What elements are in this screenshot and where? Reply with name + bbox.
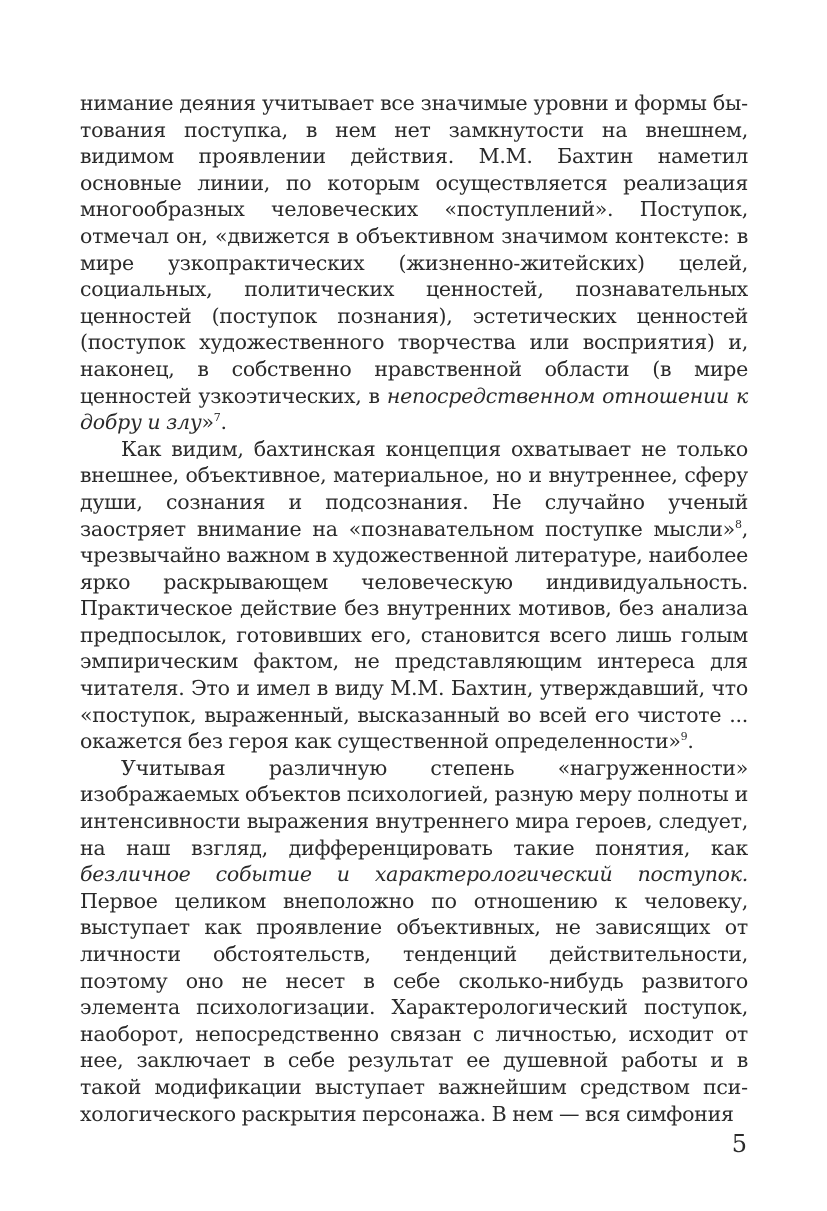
text-run: нимание деяния учитывает все значимые уровни и формы бытования поступка, в нем нет замкнутости на внешнем, видимом проявлении действия. М.М. Бахтин наметил основные линии, по которым осуществляется реализация многообразных человеческих «поступлений». Поступок, отмечал он, «движется в объективном значимом контексте: в мире узкопрактических (жизненно-житейских) целей, социальных, политических ценностей, познавательных ценностей (поступок познания), эстетических ценностей (поступок художественного творчества или восприятия) и, наконец, в собственно нравственной области (в мире ценностей узкоэтических, в bbox=[80, 91, 748, 408]
paragraph-1 bbox=[80, 90, 748, 436]
text-run: Как видим, бахтинская концепция охватывает не только внешнее, объективное, материальное, но и внутреннее, сферу души, сознания и подсознания. Не случайно ученый заостряет внимание на «познавательном поступке мысли» bbox=[80, 436, 748, 541]
footnote-ref[interactable]: 8 bbox=[734, 517, 742, 531]
paragraph-2 bbox=[80, 436, 748, 755]
text-run: » bbox=[201, 410, 214, 435]
paragraph-3 bbox=[80, 755, 748, 1127]
text-run: Учитывая различную степень «нагруженности» изображаемых объектов психологией, разную меру полноты и интенсивности выражения внутреннего мира героев, следует, на наш взгляд, дифференцировать такие понятия, как bbox=[80, 755, 748, 860]
text-run: , чрезвычайно важном в художественной литературе, наиболее ярко раскрывающем человеческую индивидуальность. Практическое действие без внутренних мотивов, без анализа предпосылок, готовивших его, становится всего лишь голым эмпирическим фактом, не представляющим интереса для читателя. Это и имел в виду М.М. Бахтин, утверждавший, что «поступок, выраженный, высказанный во всей его чистоте ... окажется без героя как существенной определенности» bbox=[80, 516, 748, 754]
footnote-ref[interactable]: 7 bbox=[213, 411, 221, 425]
emphasis-text: безличное событие и характерологический поступок. bbox=[80, 862, 748, 887]
page-number: 5 bbox=[731, 1130, 747, 1158]
body-text bbox=[80, 90, 748, 1127]
text-run: Первое целиком внеположно по отношению к человеку, выступает как проявление объективных, не зависящих от личности обстоятельств, тенденций действительности, поэтому оно не несет в себе сколько-нибудь развитого элемента психологизации. Характерологический поступок, наоборот, непосредственно связан с личностью, исходит от нее, заключает в себе результат ее душевной работы и в такой модификации выступает важнейшим средством психологического раскрытия персонажа. В нем — вся симфония bbox=[80, 888, 748, 1126]
emphasis-text: непосредственном отношении к добру и злу bbox=[80, 383, 748, 435]
text-run: . bbox=[687, 729, 694, 754]
text-run: . bbox=[220, 410, 227, 435]
footnote-ref[interactable]: 9 bbox=[680, 730, 688, 744]
